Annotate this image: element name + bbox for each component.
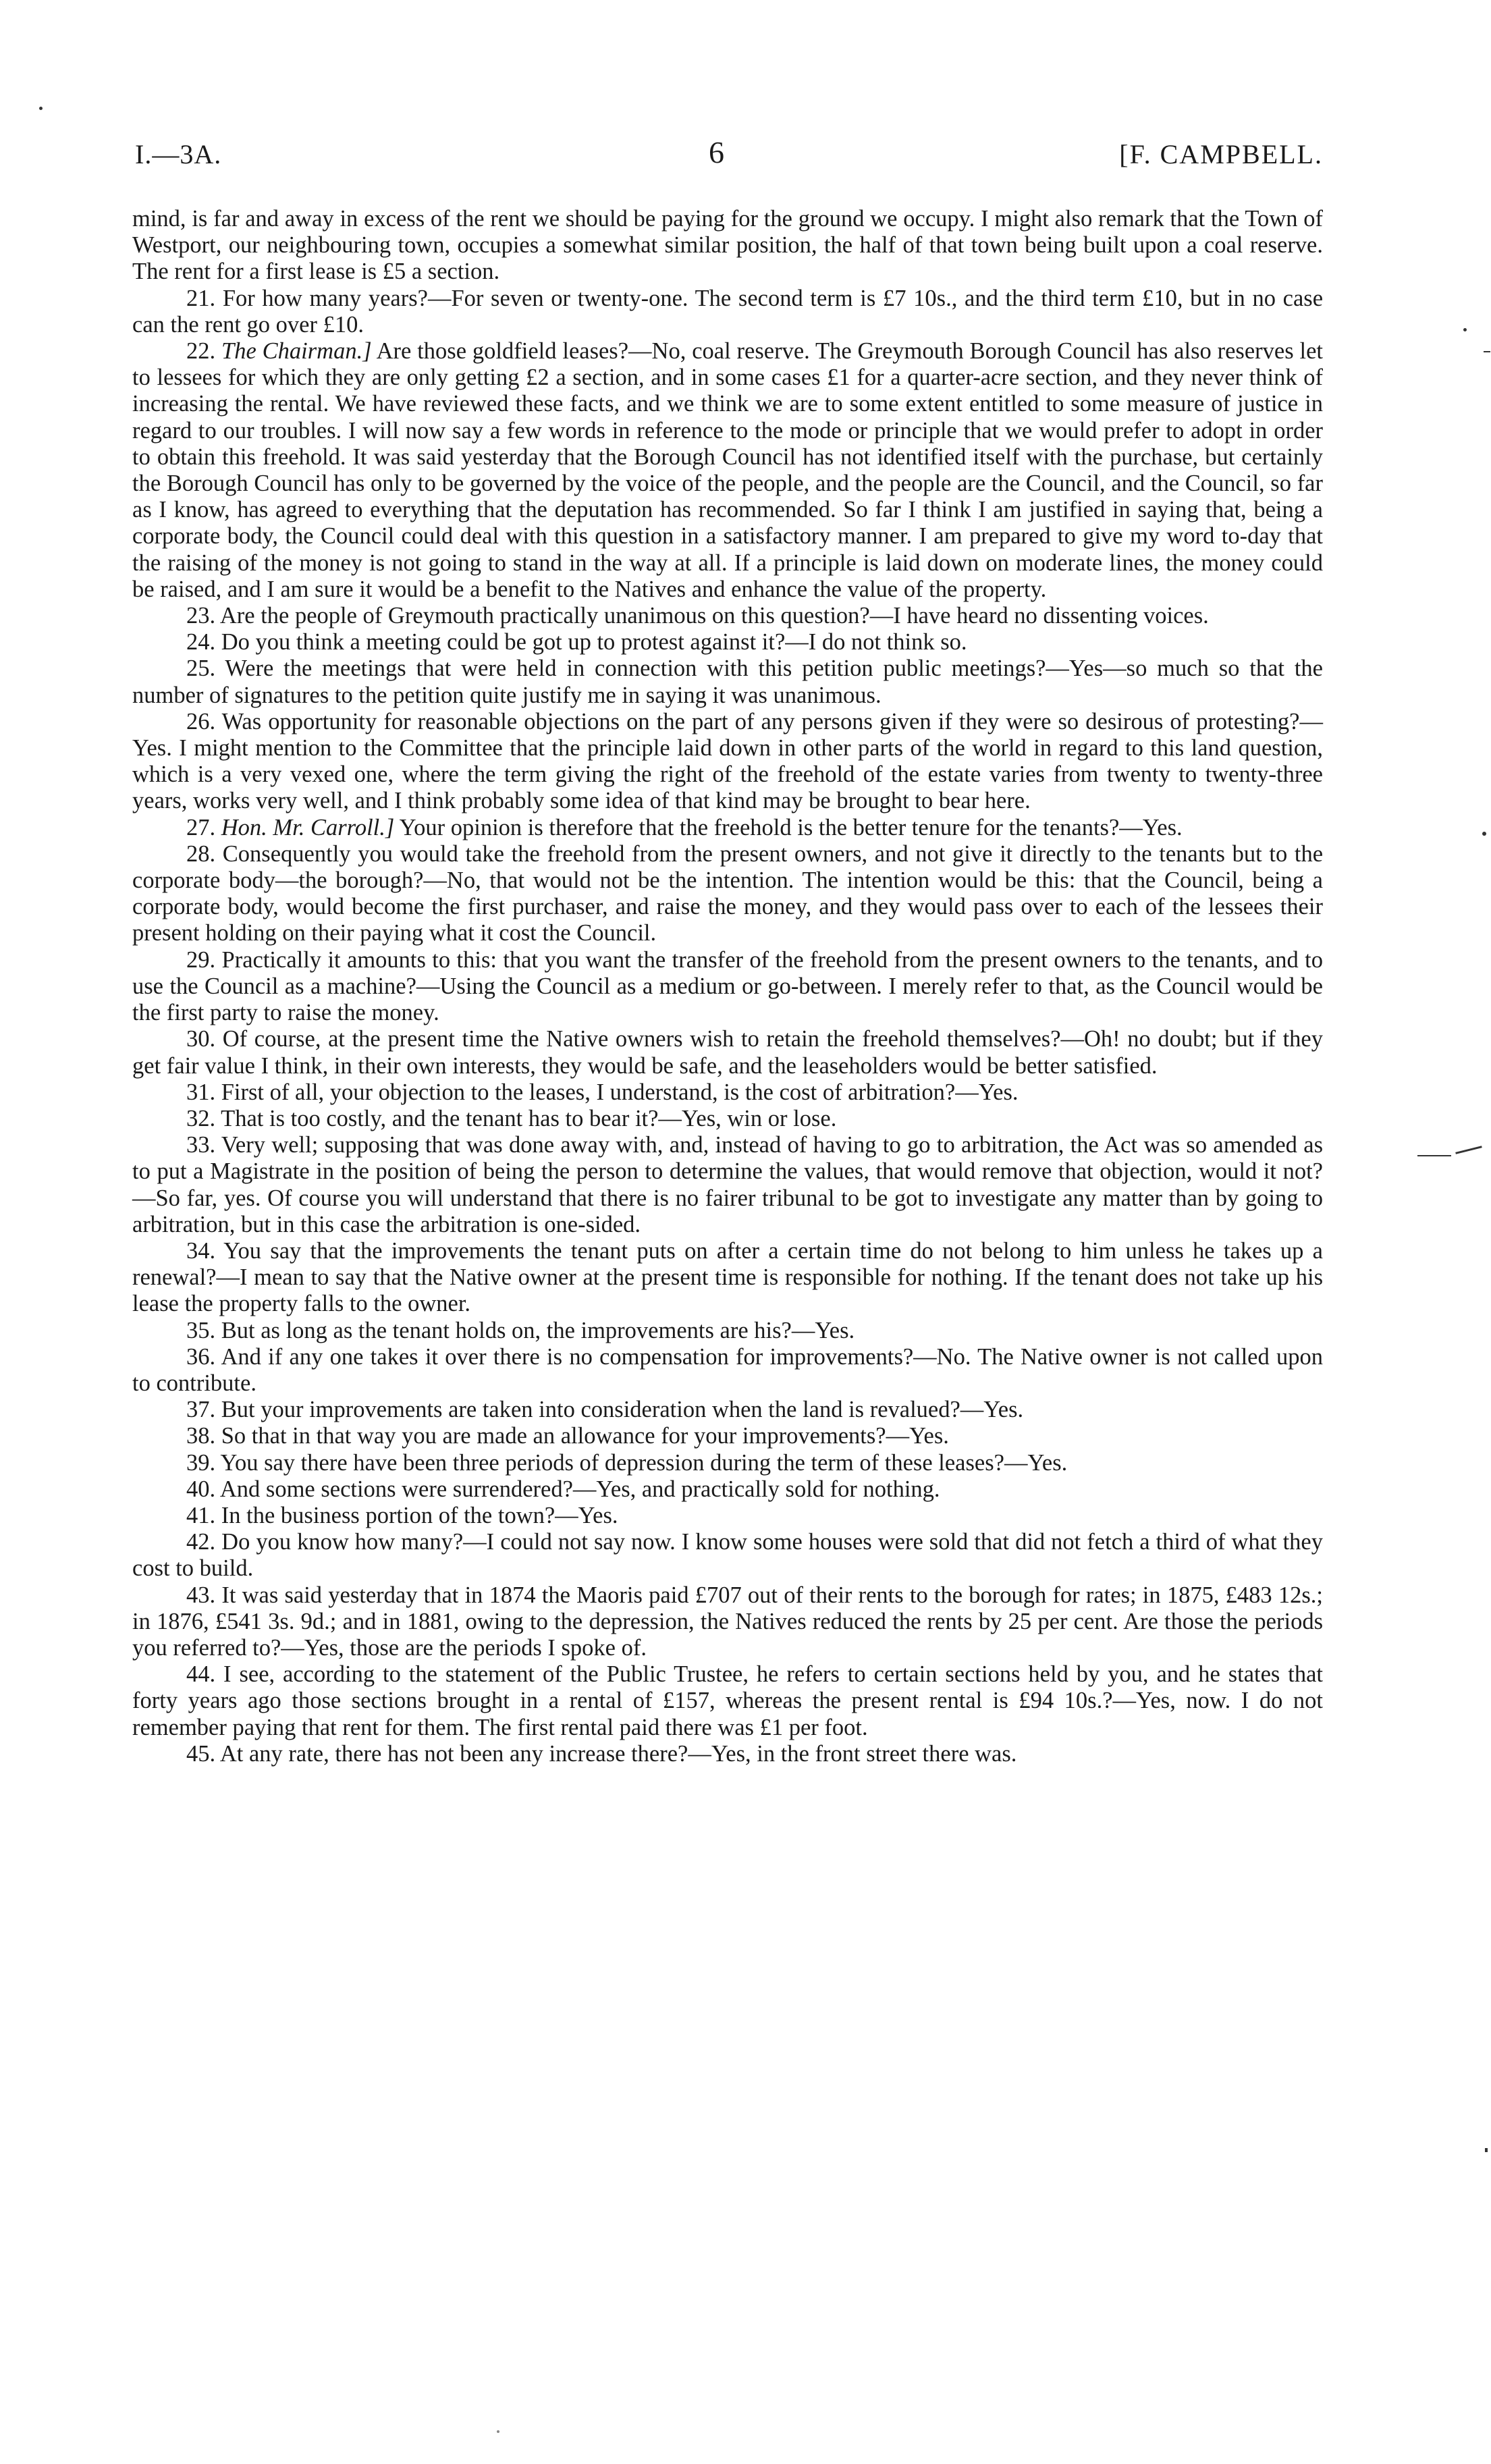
- scan-speck: [497, 2430, 499, 2433]
- paragraph-text: But as long as the tenant holds on, the improvements are his?—Yes.: [221, 1317, 855, 1343]
- paragraph-text: You say that the improvements the tenant puts on after a certain time do not belong to him unless he takes up a renewal?—I mean to say that the Native owner at the present time is responsible for nothing. If the tenant does not take up his lease the property falls to the owner.: [132, 1237, 1323, 1317]
- question-number: 33.: [186, 1132, 216, 1158]
- question-number: 21.: [186, 285, 216, 311]
- question-number: 31.: [186, 1079, 216, 1105]
- paragraph-text: And some sections were surrendered?—Yes, and practically sold for nothing.: [219, 1476, 940, 1502]
- scan-speck: [39, 107, 43, 110]
- question-number: 24.: [186, 629, 216, 655]
- page-number: 6: [709, 135, 725, 169]
- speaker-label: The Chairman.]: [221, 338, 372, 365]
- question-number: 25.: [186, 655, 216, 682]
- question-paragraph: [132, 1503, 1323, 1529]
- paragraph-text: Are those goldfield leases?—No, coal reserve. The Greymouth Borough Council has also reserves let to lessees for which they are only getting £2 a section, and in some cases £1 for a quarter-acre section, and they never think of increasing the rental. We have reviewed these facts, and we think we are to some extent entitled to some measure of justice in regard to our troubles. I will now say a few words in reference to the mode or principle that we would prefer to adopt in order to obtain this freehold. It was said yesterday that the Borough Council has not identified itself with the purchase, but certainly the Borough Council has only to be governed by the voice of the people, and the people are the Council, and the Council, so far as I know, has agreed to everything that the deputation has recommended. So far I think I am justified in saying that, being a corporate body, the Council could deal with this question in a satisfactory manner. I am prepared to give my word to-day that the raising of the money is not going to stand in the way at all. If a principle is laid down on moderate lines, the money could be raised, and I am sure it would be a benefit to the Natives and enhance the value of the property.: [132, 338, 1323, 602]
- paragraph-text: Very well; supposing that was done away with, and, instead of having to go to arbitration, the Act was so amended as to put a Magistrate in the position of being the person to determine the values, that would remove that objection, would it not?—So far, yes. Of course you will understand that there is no fairer tribunal to be got to investigate any matter than by going to arbitration, but in this case the arbitration is one-sided.: [132, 1132, 1323, 1237]
- question-paragraph: [132, 1741, 1323, 1767]
- scan-speck: [1417, 1155, 1451, 1156]
- continuation-paragraph: [132, 206, 1323, 286]
- paragraph-text: Practically it amounts to this: that you want the transfer of the freehold from the present owners to the tenants, and to use the Council as a machine?—Using the Council as a medium or go-between. I merely refer to that, as the Council would be the first party to raise the money.: [132, 946, 1324, 1026]
- paragraph-text: Do you think a meeting could be got up to protest against it?—I do not think so.: [221, 629, 967, 655]
- question-number: 29.: [186, 946, 216, 973]
- paragraph-text: At any rate, there has not been any increase there?—Yes, in the front street there was.: [219, 1740, 1017, 1767]
- question-number: 27.: [186, 814, 216, 840]
- paragraph-text: That is too costly, and the tenant has to bear it?—Yes, win or lose.: [221, 1105, 837, 1131]
- question-paragraph: [132, 1582, 1323, 1662]
- paragraph-text: Consequently you would take the freehold from the present owners, and not give it directly to the tenants but to the corporate body—the borough?—No, that would not be the intention. The intention would be this: that the Council, being a corporate body, would become the first purchaser, and raise the money, and they would pass over to each of the lessees their present holding on their paying what it cost the Council.: [132, 840, 1324, 946]
- scan-speck: [1463, 328, 1467, 331]
- page-header: [135, 135, 1323, 186]
- paragraph-text: It was said yesterday that in 1874 the Maoris paid £707 out of their rents to the borough for rates; in 1875, £483 12s.; in 1876, £541 3s. 9d.; and in 1881, owing to the depression, the Natives reduced the rents by 25 per cent. Are those the periods you referred to?—Yes, those are the periods I spoke of.: [132, 1582, 1324, 1661]
- question-number: 44.: [186, 1661, 216, 1688]
- scan-speck: [1485, 2148, 1488, 2152]
- question-paragraph: [132, 1476, 1323, 1503]
- question-paragraph: [132, 1238, 1323, 1318]
- paragraph-text: Are the people of Greymouth practically unanimous on this question?—I have heard no dissenting voices.: [219, 603, 1209, 629]
- question-number: 38.: [186, 1423, 216, 1449]
- paragraph-text: Of course, at the present time the Native owners wish to retain the freehold themselves?—Oh! no doubt; but if they get fair value I think, in their own interests, they would be safe, and the leaseholders would be better satisfied.: [132, 1026, 1323, 1079]
- question-paragraph: [132, 1423, 1323, 1449]
- question-paragraph: [132, 655, 1323, 708]
- question-number: 41.: [186, 1502, 216, 1528]
- scan-speck: [1484, 351, 1490, 352]
- question-paragraph: [132, 1397, 1323, 1423]
- paragraph-text: In the business portion of the town?—Yes.: [221, 1502, 618, 1528]
- question-number: 36.: [186, 1343, 216, 1370]
- scan-speck: [1455, 1146, 1482, 1154]
- paragraph-text: For how many years?—For seven or twenty-one. The second term is £7 10s., and the third term £10, but in no case can the rent go over £10.: [132, 285, 1324, 338]
- question-paragraph: [132, 1450, 1323, 1476]
- question-paragraph: [132, 947, 1323, 1027]
- scan-speck: [1482, 832, 1486, 836]
- question-paragraph: [132, 815, 1323, 841]
- witness-name: [F. CAMPBELL.: [1119, 139, 1323, 169]
- question-paragraph: [132, 709, 1323, 815]
- question-paragraph: [132, 1661, 1323, 1741]
- document-reference: I.—3A.: [135, 139, 222, 169]
- speaker-label: Hon. Mr. Carroll.]: [221, 814, 395, 840]
- question-number: 35.: [186, 1317, 216, 1343]
- question-number: 45.: [186, 1740, 216, 1767]
- paragraph-text: Was opportunity for reasonable objections on the part of any persons given if they were so desirous of protesting?—Yes. I might mention to the Committee that the principle laid down in other parts of the world in regard to this land question, which is a very vexed one, where the term giving the right of the freehold of the estate varies from twenty to twenty-three years, works very well, and I think probably some idea of that kind may be brought to bear here.: [132, 708, 1323, 814]
- paragraph-text: First of all, your objection to the leases, I understand, is the cost of arbitration?—Yes.: [221, 1079, 1019, 1105]
- paragraph-text: You say there have been three periods of depression during the term of these leases?—Yes.: [220, 1449, 1068, 1476]
- question-paragraph: [132, 1106, 1323, 1132]
- question-number: 22.: [186, 338, 216, 365]
- paragraph-text: I see, according to the statement of the Public Trustee, he refers to certain sections held by you, and he states that forty years ago those sections brought in a rental of £157, whereas the present rental is £94 10s.?—Yes, now. I do not remember paying that rent for them. The first rental paid there was £1 per foot.: [132, 1661, 1323, 1740]
- question-number: 26.: [186, 708, 216, 734]
- question-paragraph: [132, 1529, 1323, 1582]
- paragraph-text: mind, is far and away in excess of the rent we should be paying for the ground we occupy. I might also remark that the Town of Westport, our neighbouring town, occupies a somewhat similar position, the half of that town being built upon a coal reserve. The rent for a first lease is £5 a section.: [132, 206, 1323, 285]
- question-number: 43.: [186, 1582, 216, 1608]
- question-number: 40.: [186, 1476, 216, 1502]
- question-paragraph: [132, 1132, 1323, 1238]
- question-number: 23.: [186, 603, 216, 629]
- paragraph-text: And if any one takes it over there is no compensation for improvements?—No. The Native owner is not called upon to contribute.: [132, 1343, 1323, 1396]
- question-number: 39.: [186, 1449, 216, 1476]
- question-paragraph: [132, 286, 1323, 338]
- question-number: 28.: [186, 840, 216, 867]
- question-paragraph: [132, 1079, 1323, 1106]
- question-number: 30.: [186, 1026, 216, 1052]
- question-paragraph: [132, 603, 1323, 629]
- question-paragraph: [132, 1026, 1323, 1079]
- question-paragraph: [132, 1318, 1323, 1344]
- paragraph-text: So that in that way you are made an allowance for your improvements?—Yes.: [221, 1423, 949, 1449]
- question-paragraph: [132, 841, 1323, 947]
- question-paragraph: [132, 1344, 1323, 1397]
- paragraph-text: Were the meetings that were held in connection with this petition public meetings?—Yes—so much so that the number of signatures to the petition quite justify me in saying it was unanimous.: [132, 655, 1323, 708]
- paragraph-text: Do you know how many?—I could not say now. I know some houses were sold that did not fetch a third of what they cost to build.: [132, 1529, 1323, 1582]
- question-number: 32.: [186, 1105, 216, 1131]
- question-paragraph: [132, 338, 1323, 603]
- paragraph-text: But your improvements are taken into consideration when the land is revalued?—Yes.: [221, 1397, 1024, 1423]
- question-paragraph: [132, 629, 1323, 655]
- evidence-text: [132, 206, 1323, 1767]
- paragraph-text: Your opinion is therefore that the freehold is the better tenure for the tenants?—Yes.: [399, 814, 1183, 840]
- question-number: 42.: [186, 1529, 216, 1555]
- question-number: 37.: [186, 1397, 216, 1423]
- question-number: 34.: [186, 1237, 216, 1264]
